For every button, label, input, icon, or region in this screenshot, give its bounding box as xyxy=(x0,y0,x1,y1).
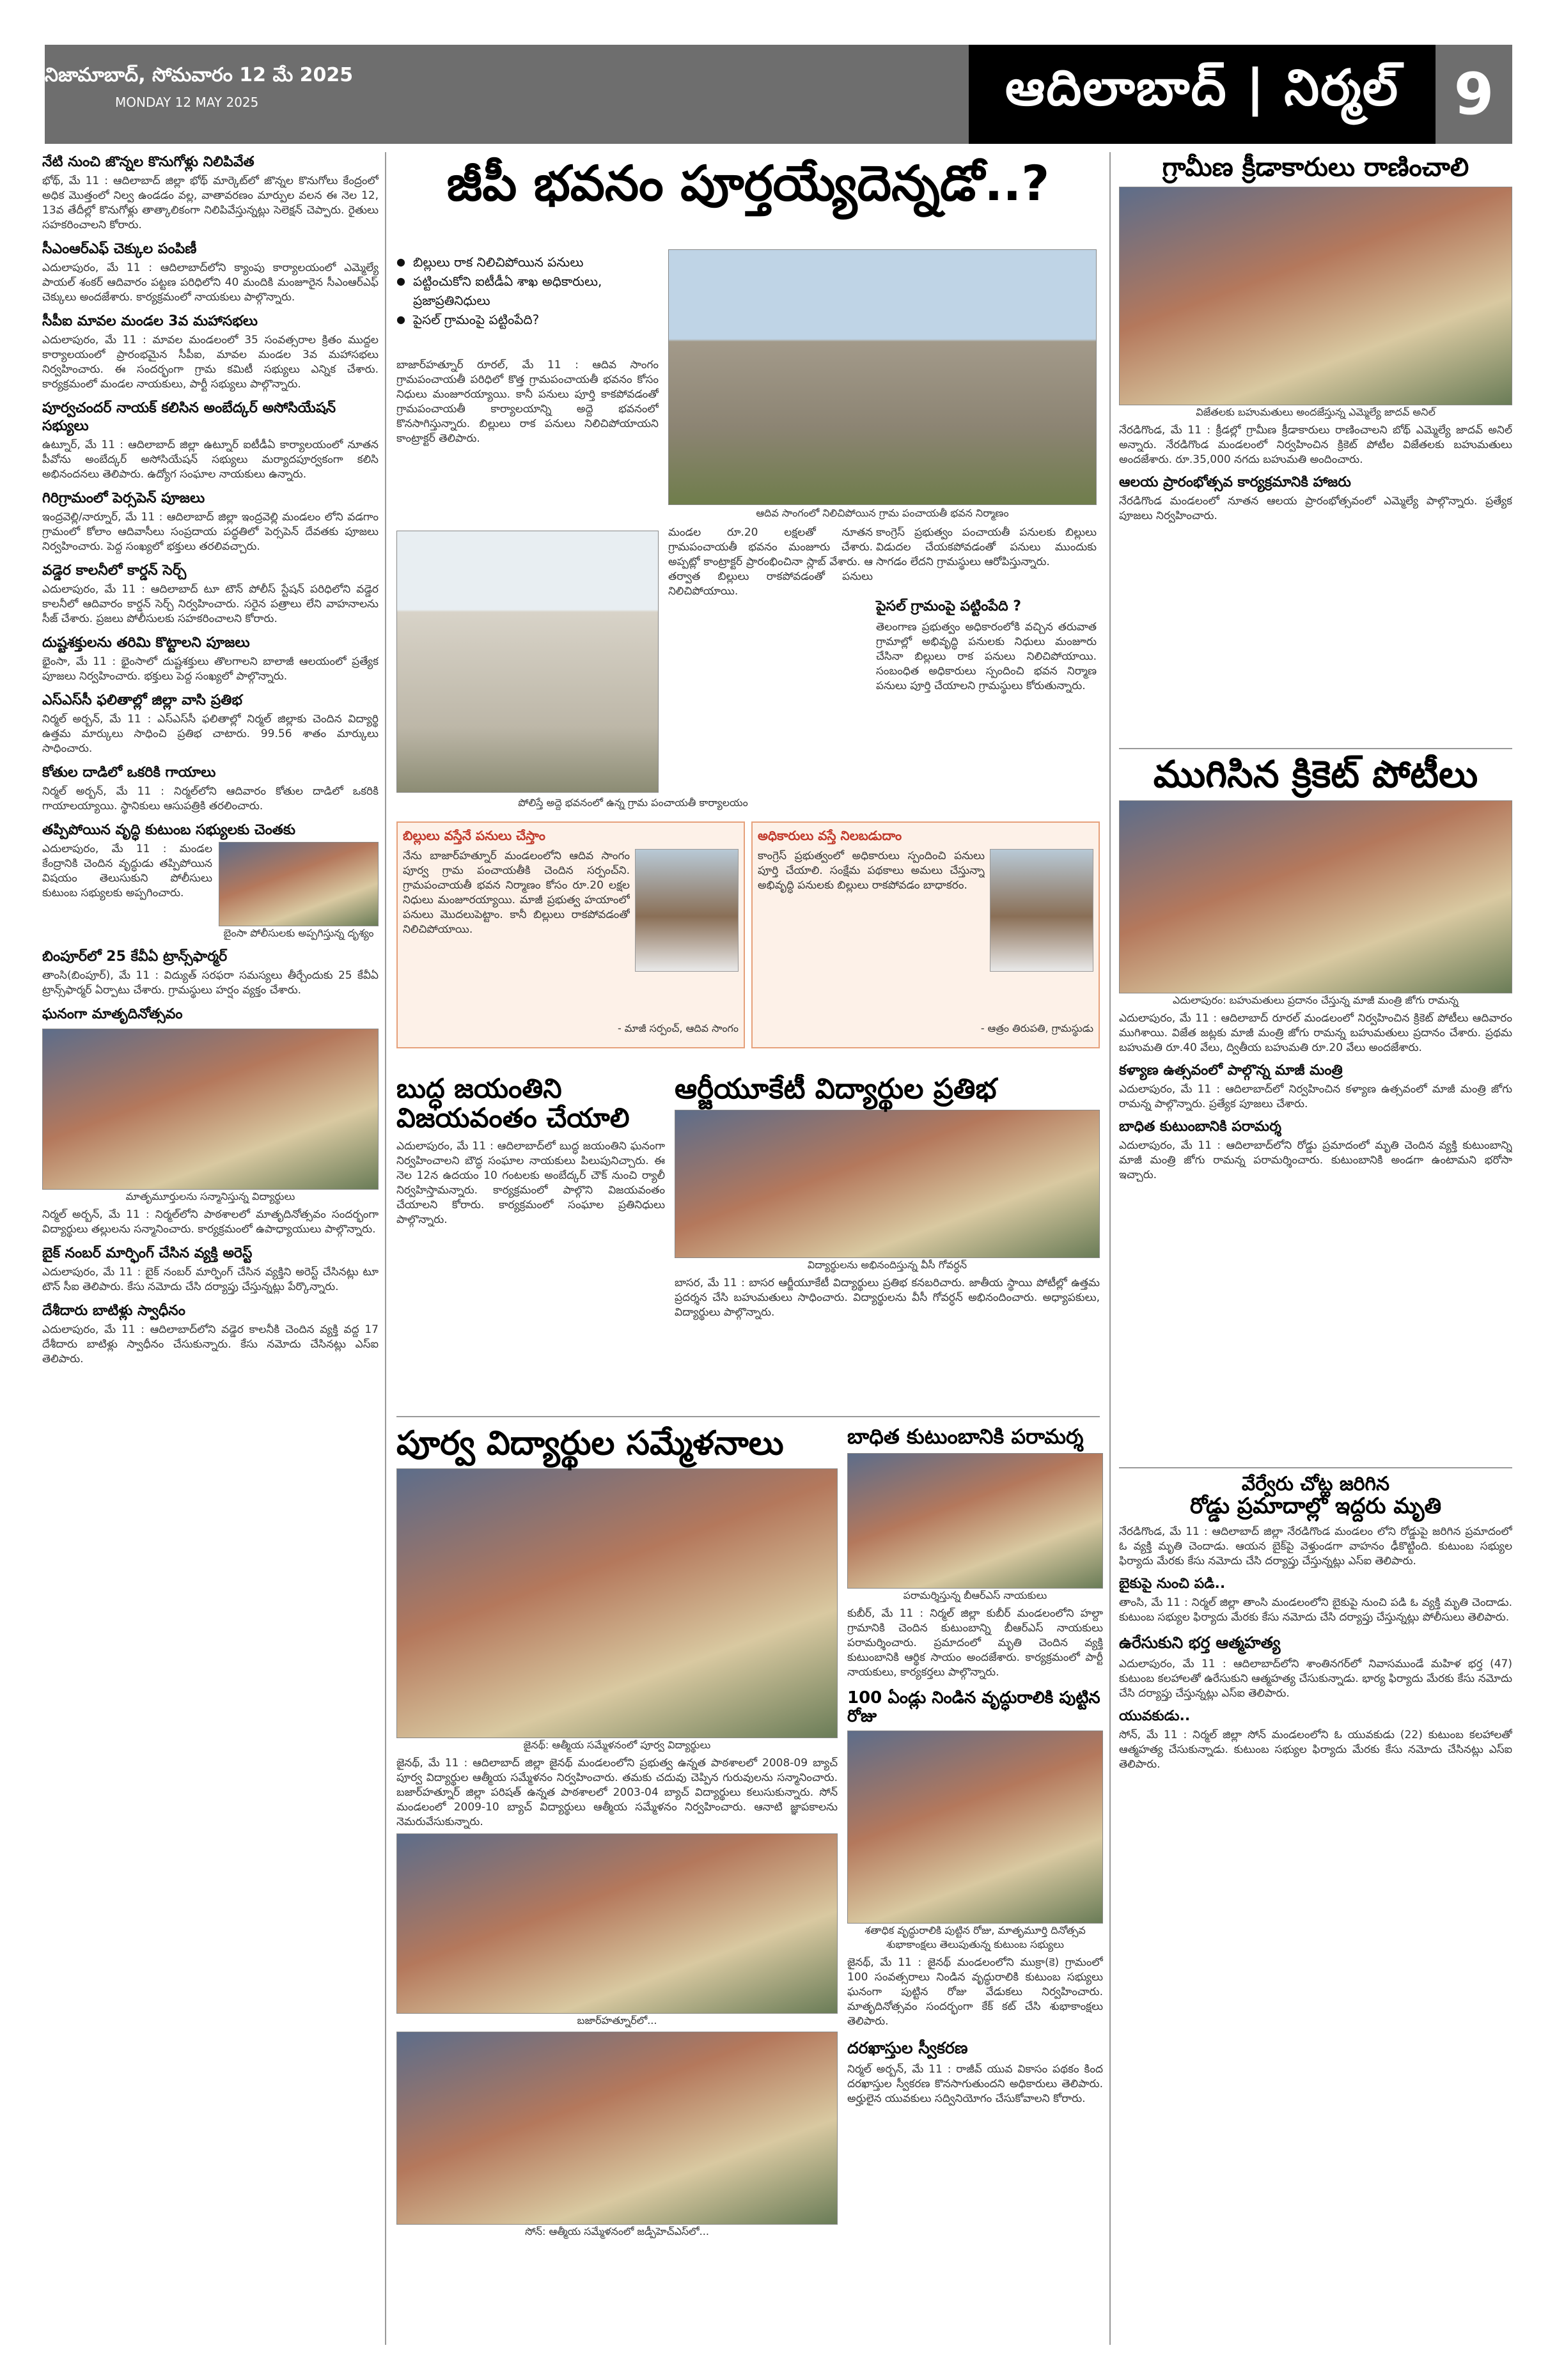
news-text: కాంగ్రెస్ ప్రభుత్వం పంచాయతీ పనులకు బిల్లులు విడుదల చేయకపోవడంతో పనులు ముందుకు సాగడం లేదని గ్రామస్థులు ఆరోపిస్తున్నారు. xyxy=(876,526,1097,568)
sub-headline: ఆలయ ప్రారంభోత్సవ కార్యక్రమానికి హాజరు xyxy=(1119,474,1351,490)
news-text: బాసర, మే 11 : బాసర ఆర్జీయూకేటీ విద్యార్థులు ప్రతిభ కనబరిచారు. జాతీయ స్థాయి పోటీల్లో ఉత్తమ ప్రదర్శన చేసి బహుమతులు సాధించారు. విద్యార్థులను వీసీ గోవర్ధన్ అభినందించారు. అధ్యాపకులు, విద్యార్థులు పాల్గొన్నారు. xyxy=(675,1277,1100,1319)
photo-caption: పరామర్శిస్తున్న బీఆర్ఎస్ నాయకులు xyxy=(903,1589,1047,1602)
news-text: సోన్, మే 11 : నిర్మల్ జిల్లా సోన్ మండలంలోని ఓ యువకుడు (22) కుటుంబ కలహాలతో ఆత్మహత్య చేసుకున్నాడు. కుటుంబ సభ్యుల ఫిర్యాదు మేరకు కేసు నమోదు చేసినట్లు ఎస్ఐ తెలిపారు. xyxy=(1119,1729,1512,1771)
news-headline: గిరిగ్రామంలో పెర్సపెన్ పూజలు xyxy=(42,490,205,506)
news-headline: దేశీదారు బాటిళ్లు స్వాధీనం xyxy=(42,1303,185,1319)
main-subhead xyxy=(876,598,1097,617)
photo-caption: ఆదివ సాంగంలో నిలిచిపోయిన గ్రామ పంచాయతీ భవన నిర్మాణం xyxy=(756,507,1009,519)
sub-headline: బాధిత కుటుంబానికి పరామర్శ xyxy=(1119,1118,1281,1135)
header-date-telugu: నిజామాబాద్, సోమవారం 12 మే 2025 xyxy=(45,64,354,86)
story-headline: వేర్వేరు చోట్ల జరిగిన xyxy=(1241,1474,1390,1495)
edition-brand: ఆదిలాబాద్ | నిర్మల్ xyxy=(969,45,1436,144)
story-headline: రోడ్డు ప్రమాదాల్లో ఇద్దరు మృతి xyxy=(1189,1493,1442,1519)
main-headline: జీపీ భవనం పూర్తయ్యేదెన్నడో..? xyxy=(446,155,1050,212)
photo-caption: మాతృమూర్తులను సన్మానిస్తున్న విద్యార్థులు xyxy=(125,1190,295,1202)
bullet-item: ● పట్టించుకోని ఐటీడీఏ శాఖ అధికారులు, ప్రజాప్రతినిధులు xyxy=(396,272,659,310)
news-text: తాంసి(బింపూర్), మే 11 : విద్యుత్ సరఫరా సమస్యలు తీర్చేందుకు 25 కేవీఏ ట్రాన్స్‌ఫార్మర్ ఏర్పాటు చేశారు. గ్రామస్థులు హర్షం వ్యక్తం చేశారు. xyxy=(42,969,379,997)
birthday-photo xyxy=(847,1731,1103,1924)
main-body-3 xyxy=(876,525,1097,596)
page-number: 9 xyxy=(1436,45,1512,144)
news-text: నిర్మల్ అర్బన్, మే 11 : రాజీవ్ యువ వికాసం పథకం కింద దరఖాస్తుల స్వీకరణ కొనసాగుతుందని అధికారులు తెలిపారు. అర్హులైన యువకులు సద్వినియోగం చేసుకోవాలని కోరారు. xyxy=(847,2063,1103,2106)
news-text: మండల రూ.20 లక్షలతో నూతన గ్రామపంచాయతీ భవనం మంజూరు చేశారు. అప్పట్లో కాంట్రాక్టర్ ప్రారంభించినా స్లాబ్ వేశారు. ఆ తర్వాత బిల్లులు రాకపోవడంతో పనులు నిలిచిపోయాయి. xyxy=(668,526,873,598)
quote-title: బిల్లులు వస్తేనే పనులు చేస్తాం xyxy=(403,828,545,843)
story-headline: ముగిసిన క్రికెట్ పోటీలు xyxy=(1153,754,1478,796)
quote-signature: - మాజీ సర్పంచ్, ఆదివ సాంగం xyxy=(617,1022,739,1034)
news-text: ఎదులాపురం, మే 11 : మావల మండలంలో 35 సంవత్సరాల క్రితం ముద్దల కార్యాలయంలో ప్రారంభమైన సీపీఐ, మావల మండల 3వ మహాసభలు నిర్వహించారు. ఈ సందర్భంగా గ్రామ కమిటీ సభ్యులు ఎన్నిక చేశారు. కార్యక్రమంలో మండల నాయకులు, పార్టీ సభ్యులు పాల్గొన్నారు. xyxy=(42,334,379,391)
news-text: బాజార్‌హత్నూర్ రూరల్, మే 11 : ఆదివ సాంగం గ్రామపంచాయతీ పరిధిలో కొత్త గ్రామపంచాయతీ భవనం కోసం నిధులు మంజూరయ్యాయి. కానీ పనులు పూర్తి కాకపోవడంతో గ్రామపంచాయతీ కార్యాలయాన్ని అద్దె భవనంలో కొనసాగిస్తున్నారు. బిల్లులు రాక పనులు నిలిచిపోయాయని కాంట్రాక్టర్ తెలిపారు. xyxy=(396,359,659,445)
news-headline: సీఎంఆర్ఎఫ్ చెక్కుల పంపిణీ xyxy=(42,241,197,257)
photo-caption: బజార్‌హత్నూర్‌లో... xyxy=(577,2014,657,2027)
rgukt-story xyxy=(675,1074,1100,1406)
news-headline: పూర్వచందర్ నాయక్ కలిసిన అంబేద్కర్ అసోసియేషన్ సభ్యులు xyxy=(42,400,336,434)
buddha-story xyxy=(396,1074,665,1406)
person-portrait xyxy=(635,849,739,972)
news-text: భైంసా, మే 11 : భైంసాలో దుష్టశక్తులు తొలగాలని బాలాజీ ఆలయంలో ప్రత్యేక పూజలు నిర్వహించారు. భక్తులు పెద్ద సంఖ్యలో పాల్గొన్నారు. xyxy=(42,655,379,683)
quote-box-1 xyxy=(396,821,745,1048)
main-body-2 xyxy=(668,525,873,653)
consolation-photo xyxy=(847,1453,1103,1589)
section-rule xyxy=(1119,748,1512,749)
bullet-item: ● బిల్లులు రాక నిలిచిపోయిన పనులు xyxy=(396,253,659,272)
news-text: నేరడిగొండ, మే 11 : క్రీడల్లో గ్రామీణ క్రీడాకారులు రాణించాలని బోథ్ ఎమ్మెల్యే జాదవ్ అనిల్ అన్నారు. నేరడిగొండ మండలంలో నిర్వహించిన క్రికెట్ పోటీల విజేతలకు బహుమతులు అందజేశారు. రూ.35,000 నగదు బహుమతి అందించారు. xyxy=(1119,424,1512,466)
sub-headline: యువకుడు.. xyxy=(1119,1708,1191,1725)
photo-caption: జైనథ్: ఆత్మీయ సమ్మేళనంలో పూర్వ విద్యార్థులు xyxy=(523,1739,711,1752)
news-text: ఎదులాపురం, మే 11 : ఆదిలాబాద్‌లో నిర్వహించిన కళ్యాణ ఉత్సవంలో మాజీ మంత్రి జోగు రామన్న పాల్గొన్నారు. ప్రత్యేక పూజలు చేశారు. xyxy=(1119,1082,1512,1110)
person-portrait xyxy=(990,849,1093,972)
story-headline: 100 ఏండ్లు నిండిన వృద్ధురాలికి పుట్టిన రోజు xyxy=(847,1688,1100,1726)
news-text: ఎదులాపురం, మే 11 : ఆదిలాబాద్‌లోని రోడ్డు ప్రమాదంలో మృతి చెందిన వ్యక్తి కుటుంబాన్ని మాజీ మంత్రి జోగు రామన్న పరామర్శించారు. కుటుంబానికి అండగా ఉంటామని భరోసా ఇచ్చారు. xyxy=(1119,1139,1512,1181)
accident-story xyxy=(1119,1474,1512,2349)
news-headline: దుష్టశక్తులను తరిమి కొట్టాలని పూజలు xyxy=(42,635,250,651)
news-text: ఎదులాపురం, మే 11 : ఆదిలాబాద్ రూరల్ మండలంలో నిర్వహించిన క్రికెట్ పోటీలు ఆదివారం ముగిశాయి. విజేత జట్లకు మాజీ మంత్రి జోగు రామన్న బహుమతులు ప్రదానం చేశారు. ప్రథమ బహుమతి రూ.40 వేలు, ద్వితీయ బహుమతి రూ.20 వేలు అందజేశారు. xyxy=(1119,1011,1512,1054)
photo-caption: సోన్: ఆత్మీయ సమ్మేళనంలో జడ్పీహెచ్ఎస్‌లో... xyxy=(525,2225,709,2238)
photo-caption: విద్యార్థులను అభినందిస్తున్న వీసీ గోవర్ధన్ xyxy=(807,1259,967,1272)
main-body-1 xyxy=(396,358,659,524)
story-headline: గ్రామీణ క్రీడాకారులు రాణించాలి xyxy=(1162,153,1469,182)
rgukt-students-photo xyxy=(675,1110,1100,1258)
photo-caption: విజేతలకు బహుమతులు అందజేస్తున్న ఎమ్మెల్యే జాదవ్ అనిల్ xyxy=(1196,406,1436,418)
news-headline: బింపూర్‌లో 25 కేవీఏ ట్రాన్స్‌ఫార్మర్ xyxy=(42,949,228,965)
news-text: ఇంద్రవెల్లి/నార్నూర్, మే 11 : ఆదిలాబాద్ జిల్లా ఇంద్రవెల్లి మండలం లోని వడగాం గ్రామంలో కోలాం ఆదివాసీలు సంప్రదాయ పద్ధతిలో పెర్సపెన్ దేవతకు పూజలు నిర్వహించారు. పెద్ద సంఖ్యలో భక్తులు తరలివచ్చారు. xyxy=(42,511,379,553)
column-rule xyxy=(1109,152,1111,2345)
news-text: జైనథ్, మే 11 : జైనథ్ మండలంలోని ముక్రా(కె) గ్రామంలో 100 సంవత్సరాలు నిండిన వృద్ధురాలికి కుటుంబ సభ్యులు ఘనంగా పుట్టిన రోజు వేడుకలు నిర్వహించారు. మాతృదినోత్సవం సందర్భంగా కేక్ కట్ చేసి శుభాకాంక్షలు తెలిపారు. xyxy=(847,1956,1103,2028)
quote-box-2 xyxy=(751,821,1100,1048)
section-rule xyxy=(1119,1467,1512,1468)
main-body-4 xyxy=(876,620,1097,812)
news-text: ఉట్నూర్, మే 11 : ఆదిలాబాద్ జిల్లా ఉట్నూర్ ఐటీడీఏ కార్యాలయంలో నూతన పీవోను అంబేద్కర్ అసోసియేషన్ సభ్యులు మర్యాదపూర్వకంగా కలిసి అభినందనలు తెలిపారు. ఉద్యోగ సంఘాల నాయకులు ఉన్నారు. xyxy=(42,439,379,481)
quote-signature: - ఆత్రం తిరుపతి, గ్రామస్థుడు xyxy=(980,1022,1093,1034)
news-text: ఎదులాపురం, మే 11 : ఆదిలాబాద్ టూ టౌన్ పోలీస్ స్టేషన్ పరిధిలోని వడ్డెర కాలనీలో ఆదివారం కార్డన్ సెర్చ్ నిర్వహించారు. సరైన పత్రాలు లేని వాహనాలను సీజ్ చేశారు. ప్రజలు పోలీసులకు సహకరించాలని కోరారు. xyxy=(42,583,379,625)
left-column xyxy=(42,153,379,2353)
news-headline: సీపీఐ మావల మండల 3వ మహాసభలు xyxy=(42,313,258,329)
news-text: నిర్మల్ అర్బన్, మే 11 : నిర్మల్‌లోని పాఠశాలలో మాతృదినోత్సవం సందర్భంగా విద్యార్థులు తల్లులను సన్మానించారు. కార్యక్రమంలో ఉపాధ్యాయులు పాల్గొన్నారు. xyxy=(42,1208,379,1236)
story-headline: దరఖాస్తుల స్వీకరణ xyxy=(847,2039,968,2058)
news-headline: కోతుల దాడిలో ఒకరికి గాయాలు xyxy=(42,765,216,781)
photo-caption: శతాధిక వృద్ధురాలికి పుట్టిన రోజు, మాతృమూర్తి దినోత్సవ శుభాకాంక్షలు తెలుపుతున్న కుటుంబ సభ్యులు xyxy=(865,1924,1086,1951)
bullet-item: ● పైసల్ గ్రామంపై పట్టింపేది? xyxy=(396,310,659,329)
story-headline: ఆర్జీయూకేటీ విద్యార్థుల ప్రతిభ xyxy=(675,1074,997,1105)
alumni-story xyxy=(396,1426,838,2346)
story-headline: బుద్ధ జయంతిని xyxy=(396,1074,562,1104)
news-text: తాంసి, మే 11 : నిర్మల్ జిల్లా తాంసి మండలంలోని బైకుపై నుంచి పడి ఓ వ్యక్తి మృతి చెందాడు. కుటుంబ సభ్యుల ఫిర్యాదు మేరకు కేసు నమోదు చేసి దర్యాప్తు చేస్తున్నట్లు పోలీసులు తెలిపారు. xyxy=(1119,1596,1512,1624)
quote-title: అధికారులు వస్తే నిలబడుదాం xyxy=(758,828,902,843)
middle-right-stories xyxy=(847,1426,1103,2346)
quote-text: నేను బాజార్‌హత్నూర్ మండలంలోని ఆదివ సాంగం పూర్వ గ్రామ పంచాయతీకి చెందిన సర్పంచ్‌ని. గ్రామపంచాయతీ భవన నిర్మాణం కోసం రూ.20 లక్షల నిధులు మంజూరయ్యాయి. మాజీ ప్రభుత్వ హయాంలో పనులు మొదలుపెట్టాం. కానీ బిల్లులు రాకపోవడంతో నిలిచిపోయాయి. xyxy=(403,850,630,936)
news-text: కుబీర్, మే 11 : నిర్మల్ జిల్లా కుబీర్ మండలంలోని హల్దా గ్రామానికి చెందిన కుటుంబాన్ని బీఆర్ఎస్ నాయకులు పరామర్శించారు. ప్రమాదంలో మృతి చెందిన వ్యక్తి కుటుంబానికి ఆర్థిక సాయం అందజేశారు. కార్యక్రమంలో పార్టీ నాయకులు, కార్యకర్తలు పాల్గొన్నారు. xyxy=(847,1607,1103,1679)
news-text: జైనథ్, మే 11 : ఆదిలాబాద్ జిల్లా జైనథ్ మండలంలోని ప్రభుత్వ ఉన్నత పాఠశాలలో 2008-09 బ్యాచ్ పూర్వ విద్యార్థుల ఆత్మీయ సమ్మేళనం నిర్వహించారు. తమకు చదువు చెప్పిన గురువులను సన్మానించారు. బజార్‌హత్నూర్ జిల్లా పరిషత్ ఉన్నత పాఠశాలలో 2003-04 బ్యాచ్ విద్యార్థులు కలుసుకున్నారు. సోన్ మండలంలో 2009-10 బ్యాచ్ విద్యార్థులు ఆత్మీయ సమ్మేళనం నిర్వహించారు. ఆనాటి జ్ఞాపకాలను నెమరువేసుకున్నారు. xyxy=(396,1757,838,1829)
news-text: నేరడిగొండ, మే 11 : ఆదిలాబాద్ జిల్లా నేరడిగొండ మండలం లోని రోడ్డుపై జరిగిన ప్రమాదంలో ఓ వ్యక్తి మృతి చెందాడు. ఆయన బైక్‌పై వెళ్తుండగా వాహనం ఢీకొట్టింది. కుటుంబ సభ్యుల ఫిర్యాదు మేరకు కేసు నమోదు చేసి దర్యాప్తు చేస్తున్నట్లు ఎస్ఐ తెలిపారు. xyxy=(1119,1525,1512,1568)
header-date-english: MONDAY 12 MAY 2025 xyxy=(115,95,259,110)
news-headline: నేటి నుంచి జొన్నల కొనుగోళ్లు నిలిపివేత xyxy=(42,154,254,170)
news-text: నేరడిగొండ మండలంలో నూతన ఆలయ ప్రారంభోత్సవంలో ఎమ్మెల్యే పాల్గొన్నారు. ప్రత్యేక పూజలు నిర్వహించారు. xyxy=(1119,495,1512,522)
news-text: తెలంగాణ ప్రభుత్వం అధికారంలోకి వచ్చిన తరువాత గ్రామాల్లో అభివృద్ధి పనులకు నిధులు మంజూరు చేసినా బిల్లులు రాక పనులు నిలిచిపోయాయి. సంబంధిత అధికారులు స్పందించి భవన నిర్మాణ పనులు పూర్తి చేయాలని గ్రామస్థులు కోరుతున్నారు. xyxy=(876,621,1097,692)
story-headline: బాధిత కుటుంబానికి పరామర్శ xyxy=(847,1426,1084,1449)
news-headline: తప్పిపోయిన వృద్ధి కుటుంబ సభ్యులకు చెంతకు xyxy=(42,822,295,838)
alumni-photo-bazarhatnoor xyxy=(396,1833,838,2014)
alumni-photo-jainath xyxy=(396,1468,838,1738)
news-text: నిర్మల్ అర్బన్, మే 11 : నిర్మల్‌లోని ఆదివారం కోతుల దాడిలో ఒకరికి గాయాలయ్యాయి. స్థానికులు ఆసుపత్రికి తరలించారు. xyxy=(42,785,379,813)
column-rule xyxy=(385,152,386,2345)
news-headline: వడ్డెర కాలనీలో కార్డన్ సెర్చ్ xyxy=(42,563,187,579)
news-headline: బైక్ నంబర్ మార్ఫింగ్ చేసిన వ్యక్తి అరెస్ట్ xyxy=(42,1245,253,1261)
news-text: ఎదులాపురం, మే 11 : ఆదిలాబాద్‌లో బుద్ధ జయంతిని ఘనంగా నిర్వహించాలని బౌద్ధ సంఘాల నాయకులు పిలుపునిచ్చారు. ఈ నెల 12న ఉదయం 10 గంటలకు అంబేద్కర్ చౌక్ నుంచి ర్యాలీ నిర్వహిస్తామన్నారు. కార్యక్రమంలో పాల్గొని విజయవంతం చేయాలని కోరారు. కార్యక్రమంలో సంఘాల ప్రతినిధులు పాల్గొన్నారు. xyxy=(396,1140,665,1227)
news-text: ఎదులాపురం, మే 11 : ఆదిలాబాద్‌లోని వడ్డెర కాలనీకి చెందిన వ్యక్తి వద్ద 17 దేశీదారు బాటిళ్లు స్వాధీనం చేసుకున్నారు. కేసు నమోదు చేసినట్లు ఎస్ఐ తెలిపారు. xyxy=(42,1323,379,1365)
news-text: ఎదులాపురం, మే 11 : బైక్ నంబర్ మార్ఫింగ్ చేసిన వ్యక్తిని అరెస్ట్ చేసినట్లు టూ టౌన్ సీఐ తెలిపారు. కేసు నమోదు చేసి దర్యాప్తు చేస్తున్నట్లు పేర్కొన్నారు. xyxy=(42,1266,379,1293)
news-headline: ఎస్ఎస్‌సీ ఫలితాల్లో జిల్లా వాసి ప్రతిభ xyxy=(42,692,242,708)
story-headline: పూర్వ విద్యార్థుల సమ్మేళనాలు xyxy=(396,1426,784,1463)
alumni-photo-son xyxy=(396,2032,838,2225)
cricket-photo xyxy=(1119,800,1512,993)
photo-caption: ఎదులాపురం: బహుమతులు ప్రదానం చేస్తున్న మాజీ మంత్రి జోగు రామన్న xyxy=(1173,993,1459,1006)
unfinished-building-photo xyxy=(668,249,1097,505)
sports-story xyxy=(1119,153,1512,748)
section-rule xyxy=(396,1416,1100,1417)
cricket-story xyxy=(1119,754,1512,1464)
rented-office-photo xyxy=(396,531,659,793)
sub-headline: కళ్యాణ ఉత్సవంలో పాల్గొన్న మాజీ మంత్రి xyxy=(1119,1062,1343,1078)
mothers-day-photo xyxy=(42,1029,379,1190)
news-text: ఎదులాపురం, మే 11 : ఆదిలాబాద్‌లోని క్యాంపు కార్యాలయంలో ఎమ్మెల్యే పాయల్ శంకర్ ఆదివారం పట్టణ పరిధిలోని 40 మందికి మంజూరైన సీఎంఆర్ఎఫ్ చెక్కులు అందజేశారు. కార్యక్రమంలో నాయకులు పాల్గొన్నారు. xyxy=(42,261,379,304)
page-header xyxy=(45,45,1512,144)
sub-headline: బైకుపై నుంచి పడి.. xyxy=(1119,1576,1226,1592)
sports-photo xyxy=(1119,187,1512,405)
news-text: భోథ్, మే 11 : ఆదిలాబాద్ జిల్లా భోథ్ మార్కెట్‌లో జొన్నల కొనుగోలు కేంద్రంలో అధిక మొత్తంలో నిల్వ ఉండడం వల్ల, వాతావరణం మార్పుల వలన ఈ నెల 12, 13వ తేదీల్లో కొనుగోళ్లు తాత్కాలికంగా నిలిపివేస్తున్నట్లు సెలెక్షన్ చెప్పారు. రైతులు సహకరించాలని కోరారు. xyxy=(42,175,379,231)
quote-text: కాంగ్రెస్ ప్రభుత్వంలో అధికారులు స్పందించి పనులు పూర్తి చేయాలి. సంక్షేమ పథకాలు అమలు చేస్తున్నా అభివృద్ధి పనులకు బిల్లులు రాకపోవడం బాధాకరం. xyxy=(758,850,985,892)
story-headline: ఉరేసుకుని భర్త ఆత్మహత్య xyxy=(1119,1633,1281,1653)
photo-caption: బైంసా పోలీసులకు అప్పగిస్తున్న దృశ్యం xyxy=(223,927,374,939)
main-bullets xyxy=(396,253,659,348)
news-headline: ఘనంగా మాతృదినోత్సవం xyxy=(42,1006,183,1022)
news-text: ఎదులాపురం, మే 11 : ఆదిలాబాద్‌లోని శాంతినగర్‌లో నివాసముండే మహిళ భర్త (47) కుటుంబ కలహాలతో ఉరేసుకుని ఆత్మహత్య చేసుకున్నాడు. భార్య ఫిర్యాదు మేరకు కేసు నమోదు చేసి దర్యాప్తు చేస్తున్నట్లు ఎస్ఐ తెలిపారు. xyxy=(1119,1658,1512,1700)
news-text: ఎదులాపురం, మే 11 : మండల కేంద్రానికి చెందిన వృద్ధుడు తప్పిపోయిన విషయం తెలుసుకుని పోలీసులు కుటుంబ సభ్యులకు అప్పగించారు. xyxy=(42,843,212,899)
news-text: నిర్మల్ అర్బన్, మే 11 : ఎస్ఎస్‌సీ ఫలితాల్లో నిర్మల్ జిల్లాకు చెందిన విద్యార్థి ఉత్తమ మార్కులు సాధించి ప్రతిభ చాటారు. 99.56 శాతం మార్కులు సాధించారు. xyxy=(42,713,379,755)
photo-caption: పోలిస్తే అద్దె భవనంలో ఉన్న గ్రామ పంచాయతీ కార్యాలయం xyxy=(518,797,748,809)
story-headline: విజయవంతం చేయాలి xyxy=(396,1102,630,1134)
sub-headline: పైసల్ గ్రామంపై పట్టింపేది ? xyxy=(876,598,1022,614)
police-handover-photo xyxy=(219,842,379,926)
